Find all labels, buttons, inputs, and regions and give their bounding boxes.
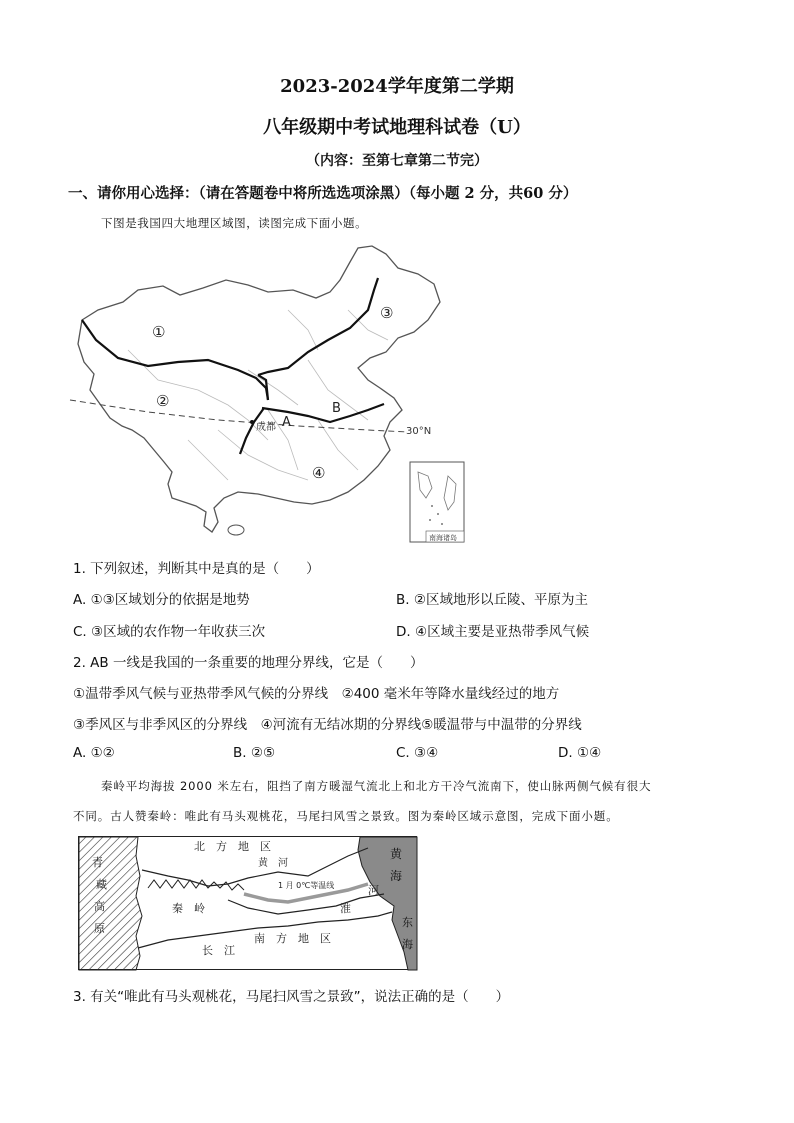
east-sea-label-2: 海	[402, 938, 413, 951]
plateau-area	[79, 837, 142, 970]
q2-statement-line1: ①温带季风气候与亚热带季风气候的分界线 ②400 毫米年等降水量线经过的地方	[73, 686, 560, 702]
qinling-label: 秦 岭	[172, 902, 205, 915]
south-china-sea-inset	[410, 462, 464, 542]
plateau-label-gao: 高	[94, 900, 105, 913]
east-sea-label-1: 东	[402, 916, 413, 929]
exam-title-year: 2023-2024学年度第二学期	[280, 76, 514, 97]
q2-statement-line2: ③季风区与非季风区的分界线 ④河流有无结冰期的分界线⑤暖温带与中温带的分界线	[73, 717, 582, 733]
qinling-region-map	[78, 836, 418, 971]
question-3-stem: 3. 有关“唯此有马头观桃花，马尾扫风雪之景致”，说法正确的是（ ）	[73, 989, 510, 1005]
plateau-label-qing: 青	[92, 856, 103, 869]
inset-label: 南海诸岛	[429, 534, 457, 542]
question-1-stem: 1. 下列叙述，判断其中是真的是（ ）	[73, 561, 320, 577]
changjiang-label: 长 江	[202, 944, 235, 957]
map1-intro: 下图是我国四大地理区域图，读图完成下面小题。	[101, 216, 368, 230]
china-outline	[78, 246, 440, 532]
q2-option-d: D. ①④	[558, 745, 602, 761]
q1-option-b: B. ②区域地形以丘陵、平原为主	[396, 592, 588, 608]
ab-line	[262, 404, 384, 422]
exam-scope: （内容：至第七章第二节完）	[306, 153, 488, 169]
plateau-label-zang: 藏	[96, 878, 107, 891]
south-region-label: 南 方 地 区	[254, 932, 331, 945]
latitude-30n-line	[70, 400, 408, 432]
q1-option-d: D. ④区域主要是亚热带季风气候	[396, 624, 590, 640]
yellow-sea-label-1: 黄	[390, 847, 403, 861]
isotherm-label: 1 月 0℃等温线	[278, 881, 335, 890]
region-2-label: ②	[156, 392, 170, 410]
exam-title-subject: 八年级期中考试地理科试卷（U）	[263, 117, 531, 138]
chengdu-label: 成都	[256, 422, 276, 433]
yellow-river-label: 黄 河	[258, 858, 288, 869]
china-regions-map	[68, 240, 468, 545]
hainan-island	[228, 525, 244, 535]
q2-option-b: B. ②⑤	[233, 745, 276, 761]
section-heading: 一、请你用心选择：（请在答题卷中将所选选项涂黑）（每小题 2 分，共60 分）	[68, 185, 578, 202]
north-region-label: 北 方 地 区	[194, 840, 271, 853]
q2-option-a: A. ①②	[73, 745, 115, 761]
point-b-label: B	[332, 401, 341, 416]
region-3-label: ③	[380, 304, 394, 322]
q1-option-a: A. ①③区域划分的依据是地势	[73, 592, 250, 608]
latitude-label: 30°N	[406, 426, 432, 437]
region-1-label: ①	[152, 323, 166, 341]
question-2-stem: 2. AB 一线是我国的一条重要的地理分界线，它是（ ）	[73, 655, 424, 671]
region-4-label: ④	[312, 464, 326, 482]
huai-label: 淮	[340, 902, 351, 915]
plateau-label-yuan: 原	[94, 922, 105, 935]
boundary-line-3	[258, 278, 378, 375]
chengdu-point	[250, 420, 254, 424]
passage-line-1: 秦岭平均海拔 2000 米左右，阻挡了南方暖湿气流北上和北方干冷气流南下，使山脉两侧气候有很大	[101, 779, 652, 793]
q2-option-c: C. ③④	[396, 745, 439, 761]
boundary-line-1	[82, 320, 268, 400]
q1-option-c: C. ③区域的农作物一年收获三次	[73, 624, 266, 640]
passage-line-2: 不同。古人赞秦岭：唯此有马头观桃花，马尾扫风雪之景致。图为秦岭区域示意图，完成下面小题。	[73, 809, 619, 823]
he-label: 河	[368, 884, 379, 897]
yellow-sea-label-2: 海	[390, 869, 403, 883]
point-a-label: A	[282, 415, 291, 430]
